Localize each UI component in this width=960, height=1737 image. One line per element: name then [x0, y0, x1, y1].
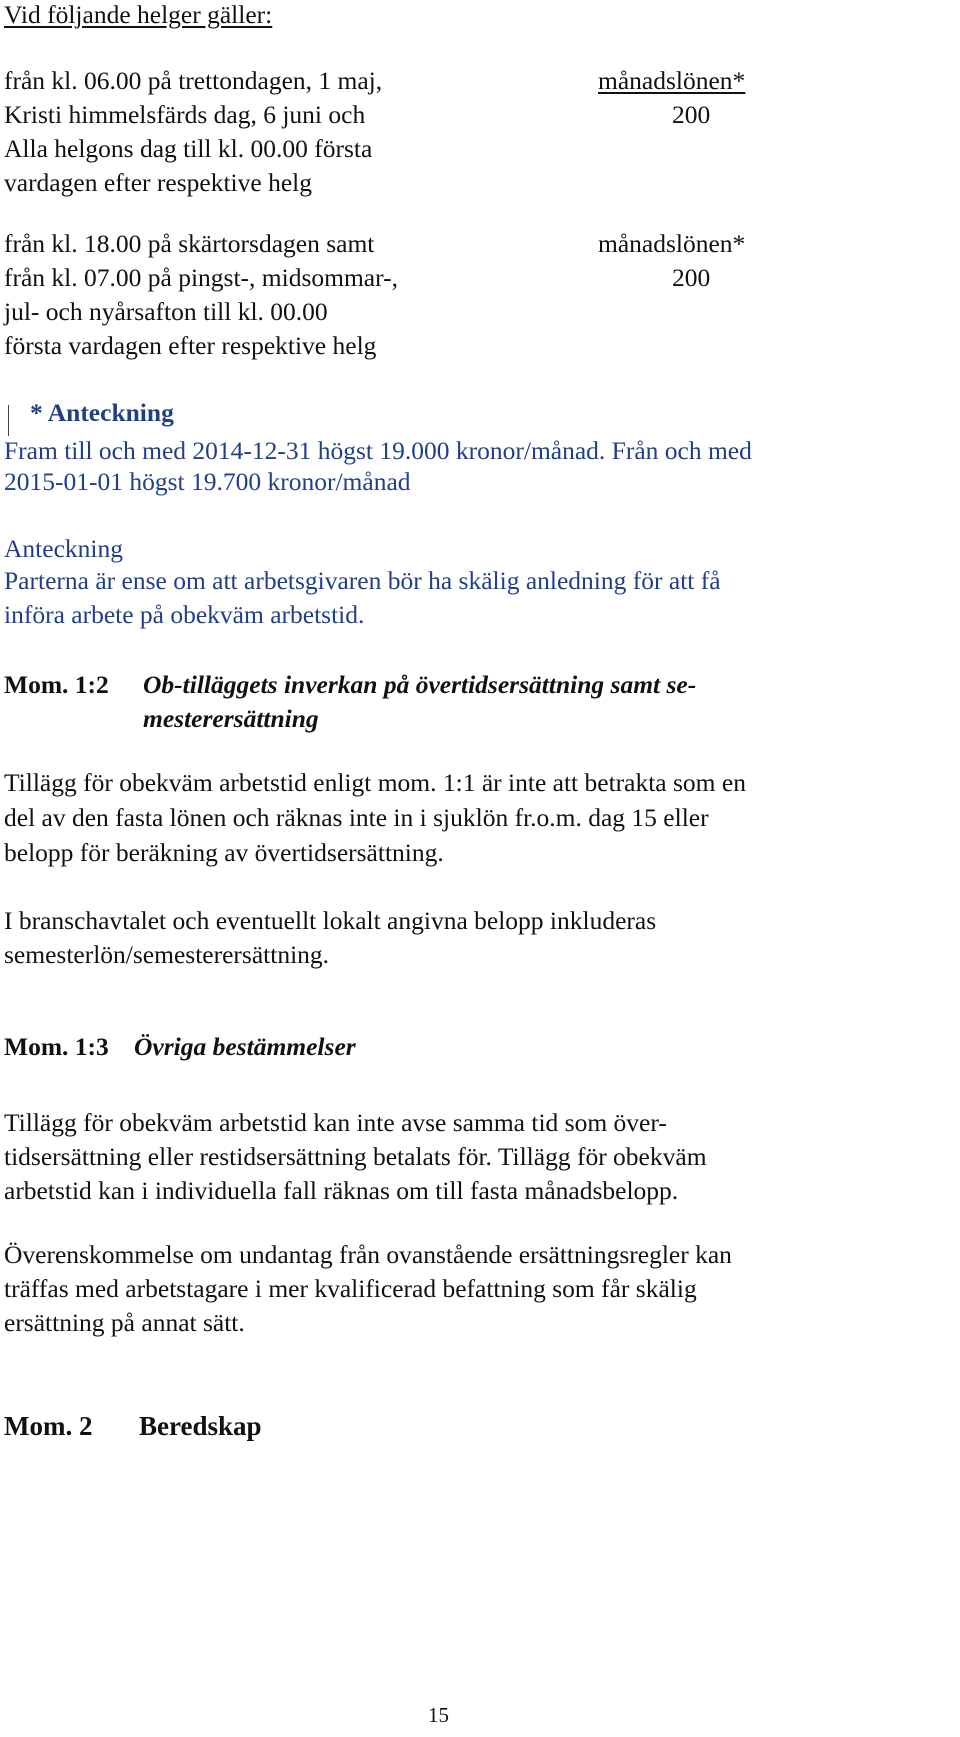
note-line: Fram till och med 2014-12-31 högst 19.000 kronor/månad. Från och med [4, 436, 752, 465]
paragraph-line: del av den fasta lönen och räknas inte in i sjuklön fr.o.m. dag 15 eller [4, 803, 709, 832]
paragraph-line: tidsersättning eller restidsersättning betalats för. Tillägg för obekväm [4, 1142, 707, 1171]
note-heading: Anteckning [4, 534, 123, 563]
paragraph-line: Tillägg för obekväm arbetstid kan inte avse samma tid som över- [4, 1108, 667, 1137]
paragraph-line: Tillägg för obekväm arbetstid enligt mom. 1:1 är inte att betrakta som en [4, 768, 746, 797]
holiday-block-2-line: från kl. 07.00 på pingst-, midsommar-, [4, 263, 398, 292]
section-number: Mom. 2 [4, 1411, 93, 1441]
amount-label: månadslönen* [598, 229, 746, 258]
note-line: Parterna är ense om att arbetsgivaren bör ha skälig anledning för att få [4, 566, 721, 595]
paragraph-line: arbetstid kan i individuella fall räknas om till fasta månadsbelopp. [4, 1176, 679, 1205]
paragraph-line: träffas med arbetstagare i mer kvalificerad befattning som får skälig [4, 1274, 697, 1303]
holiday-block-2-line: från kl. 18.00 på skärtorsdagen samt [4, 229, 375, 258]
section-title: Ob-tilläggets inverkan på övertidsersättning samt se- [143, 670, 697, 699]
holiday-block-1-line: Kristi himmelsfärds dag, 6 juni och [4, 100, 366, 129]
holiday-block-2-line: jul- och nyårsafton till kl. 00.00 [4, 297, 328, 326]
holiday-block-1-line: vardagen efter respektive helg [4, 168, 312, 197]
section-number: Mom. 1:2 [4, 670, 109, 699]
paragraph-line: belopp för beräkning av övertidsersättning. [4, 838, 444, 867]
holiday-block-2-line: första vardagen efter respektive helg [4, 331, 377, 360]
paragraph-line: I branschavtalet och eventuellt lokalt angivna belopp inkluderas [4, 906, 657, 935]
holiday-block-1-line: Alla helgons dag till kl. 00.00 första [4, 134, 373, 163]
page-number: 15 [428, 1703, 449, 1727]
section-title: Beredskap [139, 1411, 262, 1441]
amount-value: 200 [672, 263, 711, 292]
note-heading: * Anteckning [30, 398, 174, 427]
intro-heading: Vid följande helger gäller: [4, 0, 273, 29]
section-title: mesterersättning [143, 704, 319, 733]
section-number: Mom. 1:3 [4, 1032, 109, 1061]
paragraph-line: semesterlön/semesterersättning. [4, 940, 330, 969]
note-line: 2015-01-01 högst 19.700 kronor/månad [4, 467, 411, 496]
holiday-block-1-line: från kl. 06.00 på trettondagen, 1 maj, [4, 66, 383, 95]
paragraph-line: Överenskommelse om undantag från ovanstående ersättningsregler kan [4, 1240, 732, 1269]
section-title: Övriga bestämmelser [134, 1032, 356, 1061]
note-line: införa arbete på obekväm arbetstid. [4, 600, 365, 629]
note-marker-bar [8, 405, 9, 436]
paragraph-line: ersättning på annat sätt. [4, 1308, 245, 1337]
amount-label: månadslönen* [598, 66, 746, 95]
amount-value: 200 [672, 100, 711, 129]
